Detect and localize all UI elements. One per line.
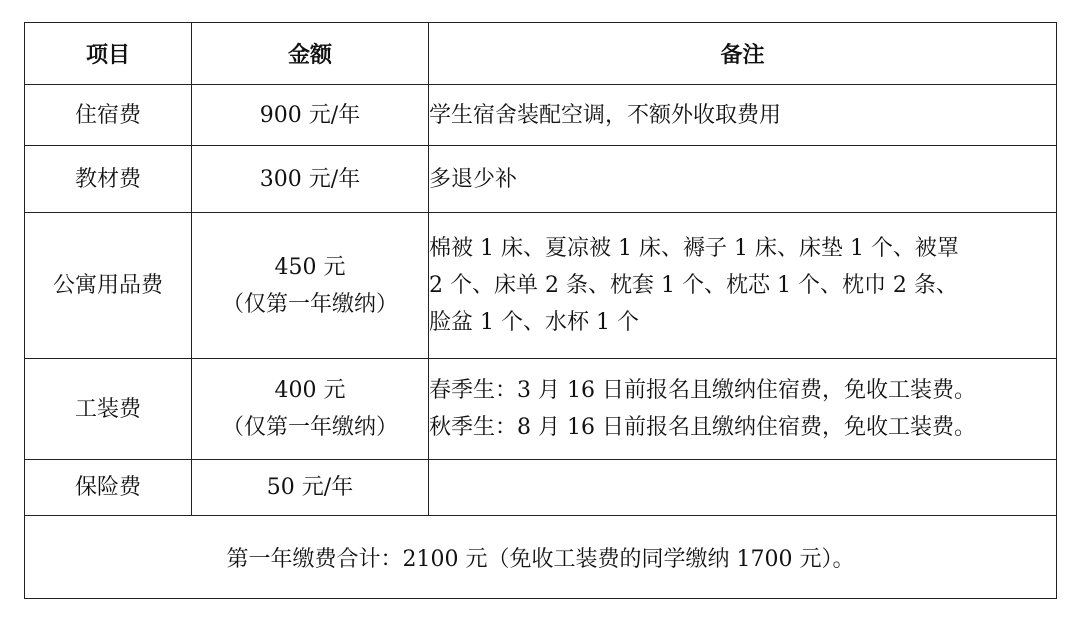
note-line: 2 个、床单 2 条、枕套 1 个、枕芯 1 个、枕巾 2 条、	[429, 273, 958, 298]
note-line: 棉被 1 床、夏凉被 1 床、褥子 1 床、床垫 1 个、被罩	[429, 236, 959, 261]
table-row-insurance	[25, 460, 1057, 516]
header-item: 项目	[25, 23, 192, 85]
total-cell: 第一年缴费合计：2100 元（免收工装费的同学缴纳 1700 元）。	[25, 516, 1057, 599]
amount-cell	[192, 85, 429, 146]
table-row-uniform	[25, 359, 1057, 460]
amount-cell	[192, 359, 429, 460]
note-line: 脸盆 1 个、水杯 1 个	[429, 310, 639, 335]
item-cell: 住宿费	[25, 85, 192, 146]
note-cell	[429, 146, 1057, 213]
note-cell-empty	[429, 460, 1057, 516]
item-cell: 教材费	[25, 146, 192, 213]
note-cell	[429, 213, 1057, 359]
amount-line: 400 元	[274, 378, 346, 403]
table-row-total	[25, 516, 1057, 599]
amount-line: 50 元/年	[266, 475, 354, 500]
item-cell: 工装费	[25, 359, 192, 460]
amount-line: （仅第一年缴纳）	[221, 415, 398, 440]
item-cell: 保险费	[25, 460, 192, 516]
table-row-accommodation	[25, 85, 1057, 146]
note-line: 春季生：3 月 16 日前报名且缴纳住宿费，免收工装费。	[429, 378, 976, 403]
amount-line: 450 元	[274, 254, 346, 280]
header-note: 备注	[429, 23, 1057, 85]
fee-table	[24, 22, 1057, 599]
note-line: 学生宿舍装配空调，不额外收取费用	[429, 102, 782, 128]
amount-line: （仅第一年缴纳）	[221, 291, 398, 317]
amount-cell	[192, 213, 429, 359]
amount-line: 300 元/年	[259, 166, 361, 192]
amount-cell	[192, 146, 429, 213]
note-line: 多退少补	[429, 166, 518, 192]
header-amount: 金额	[192, 23, 429, 85]
note-line: 秋季生：8 月 16 日前报名且缴纳住宿费，免收工装费。	[429, 415, 976, 440]
note-cell	[429, 85, 1057, 146]
amount-cell	[192, 460, 429, 516]
table-row-dorm-supplies	[25, 213, 1057, 359]
item-cell: 公寓用品费	[25, 213, 192, 359]
table-header-row	[25, 23, 1057, 85]
table-row-textbook	[25, 146, 1057, 213]
amount-line: 900 元/年	[259, 102, 361, 128]
note-cell	[429, 359, 1057, 460]
